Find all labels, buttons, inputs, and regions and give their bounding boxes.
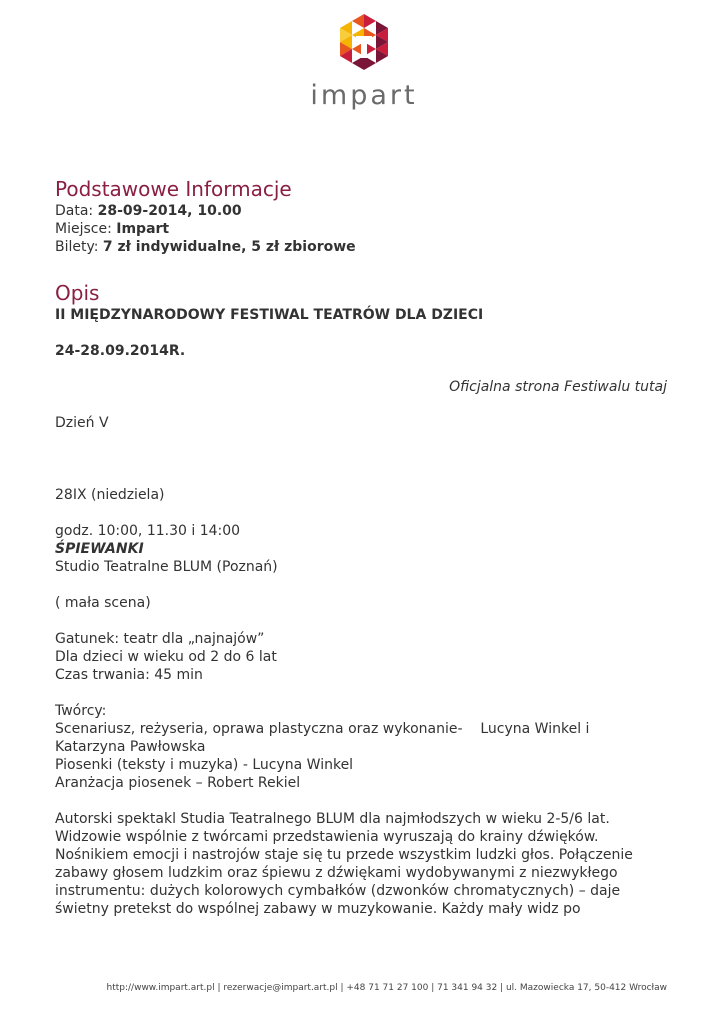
creators-line: Piosenki (teksty i muzyka) - Lucyna Winkel [55,757,354,773]
main-content [55,176,675,918]
festival-dates: 24-28.09.2014R. [55,343,186,359]
creators-label: Twórcy: [55,703,107,719]
place-value: Impart [116,221,170,237]
paragraph-line: świetny pretekst do wspólnej zabawy w muzykowanie. Każdy mały widz po [55,901,581,917]
company-name: Studio Teatralne BLUM (Poznań) [55,559,278,575]
duration-info: Czas trwania: 45 min [55,667,203,683]
description-title: Opis [55,281,100,305]
tickets-row [55,238,675,256]
impart-logo-mark [312,14,416,78]
date-row [55,202,675,220]
paragraph-line: zabawy głosem ludzkim oraz śpiewu z dźwiękami wydobywanymi z niezwykłego [55,865,618,881]
festival-name: II MIĘDZYNARODOWY FESTIWAL TEATRÓW DLA DZIECI [55,307,484,323]
tickets-value: 7 zł indywidualne, 5 zł zbiorowe [102,239,356,255]
show-title: ŚPIEWANKI [55,541,144,557]
brand-name: impart [310,80,418,111]
genre-info: Gatunek: teatr dla „najnajów” [55,631,265,647]
creators-line: Aranżacja piosenek – Robert Rekiel [55,775,301,791]
tickets-label: Bilety: [55,239,103,255]
age-info: Dla dzieci w wieku od 2 do 6 lat [55,649,277,665]
page-footer: http://www.impart.art.pl | rezerwacje@impart.art.pl | +48 71 71 27 100 | 71 341 94 32 | ul. Mazowiecka 17, 50-412 Wrocław [106,983,667,993]
date-value: 28-09-2014, 10.00 [97,203,242,219]
date-label: Data: [55,203,98,219]
stage-info: ( mała scena) [55,595,151,611]
day-label: Dzień V [55,415,109,431]
creators-line: Katarzyna Pawłowska [55,739,206,755]
date-line: 28IX (niedziela) [55,487,165,503]
paragraph-line: Nośnikiem emocji i nastrojów staje się tu przede wszystkim ludzki głos. Połączenie [55,847,633,863]
show-hours: godz. 10:00, 11.30 i 14:00 [55,523,241,539]
place-label: Miejsce: [55,221,117,237]
creators-line: Scenariusz, reżyseria, oprawa plastyczna oraz wykonanie- Lucyna Winkel i [55,721,590,737]
official-site-link[interactable]: Oficjalna strona Festiwalu tutaj [449,379,667,395]
basic-info-title: Podstawowe Informacje [55,177,292,201]
place-row [55,220,675,238]
paragraph-line: instrumentu: dużych kolorowych cymbałków (dzwonków chromatycznych) – daje [55,883,621,899]
paragraph-line: Autorski spektakl Studia Teatralnego BLUM dla najmłodszych w wieku 2-5/6 lat. [55,811,610,827]
paragraph-line: Widzowie wspólnie z twórcami przedstawienia wyruszają do krainy dźwięków. [55,829,599,845]
